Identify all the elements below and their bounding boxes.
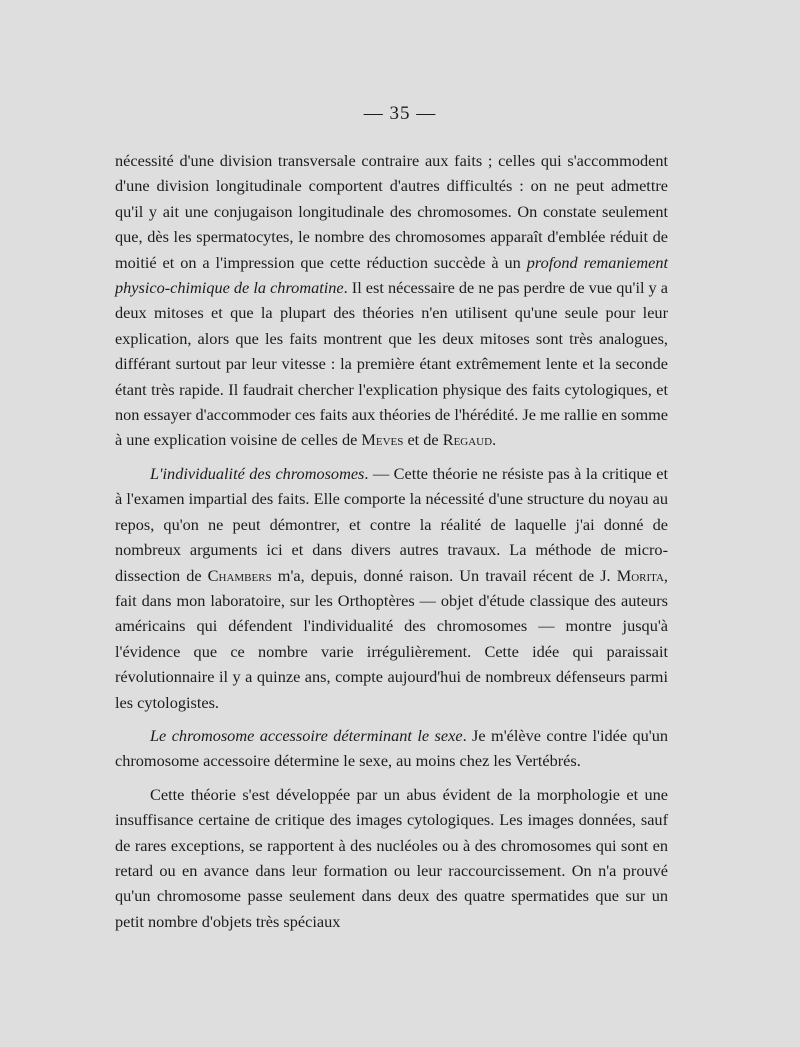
paragraph-p3 — [115, 723, 668, 774]
italic-text: L'individualité des chromosomes — [150, 463, 365, 483]
author-name: Meves — [361, 430, 404, 450]
paragraph-p2 — [115, 461, 668, 715]
text-run: . Il est nécessaire de ne pas perdre de vue qu'il y a deux mitoses et que la plupart des théories n'en utilisent qu'une seule pour leur explication, alors que les faits montrent que les deux mitoses sont très analogues, différant surtout par leur vitesse : la première étant extrêmement lente et la seconde étant très rapide. Il faudrait chercher l'explication physique des faits cytologiques, et non essayer d'accommoder ces faits aux théories de l'hérédité. Je me rallie en somme à une explication voisine de celles de — [115, 278, 668, 450]
text-run: . — [492, 430, 497, 450]
italic-text: profond remaniement physico-chimique de la chromatine — [115, 252, 668, 298]
author-name: Regaud — [442, 430, 493, 450]
text-run: m'a, depuis, donné raison. Un travail récent de J. — [271, 565, 617, 585]
text-run: et de — [403, 430, 443, 450]
text-run: . — Cette théorie ne résiste pas à la critique et à l'examen impartial des faits. Elle comporte la nécessité d'une structure du noyau au repos, qu'on ne peut démontrer, et contre la réalité de laquelle j'ai donné de nombreux arguments ici et dans divers autres travaux. La méthode de micro-dissection de — [115, 463, 668, 585]
page-number: — 35 — — [363, 103, 437, 124]
text-run: . Je m'élève contre l'idée qu'un chromosome accessoire détermine le sexe, au moins chez les Vertébrés. — [115, 725, 668, 771]
text-run: , fait dans mon laboratoire, sur les Orthoptères — objet d'étude classique des auteurs américains qui défendent l'individualité des chromosomes — montre jusqu'à l'évidence que ce nombre varie irrégulièrement. Cette idée qui paraissait révolutionnaire il y a quinze ans, compte aujourd'hui de nombreux défenseurs parmi les cytologistes. — [115, 565, 668, 712]
paragraph-p1 — [115, 148, 668, 453]
paragraph-p4 — [115, 782, 668, 934]
text-run: nécessité d'une division transversale contraire aux faits ; celles qui s'accommodent d'une division longitudinale comportent d'autres difficultés : on ne peut admettre qu'il y ait une conjugaison longitudinale des chromosomes. On constate seulement que, dès les spermatocytes, le nombre des chromosomes apparaît d'emblée réduit de moitié et on a l'impression que cette réduction succède à un — [115, 151, 668, 272]
author-name: Morita — [616, 565, 664, 585]
italic-text: Le chromosome accessoire déterminant le sexe — [150, 725, 463, 745]
text-run: Cette théorie s'est développée par un abus évident de la morphologie et une insuffisance certaine de critique des images cytologiques. Les images données, sauf de rares exceptions, se rapportent à des nucléoles ou à des chromosomes qui sont en retard ou en avance dans leur formation ou leur raccourcissement. On n'a prouvé qu'un chromosome passe seulement dans deux des quatre spermatides que sur un petit nombre d'objets très spéciaux — [115, 784, 668, 931]
body-text — [115, 148, 668, 934]
author-name: Chambers — [207, 565, 272, 585]
